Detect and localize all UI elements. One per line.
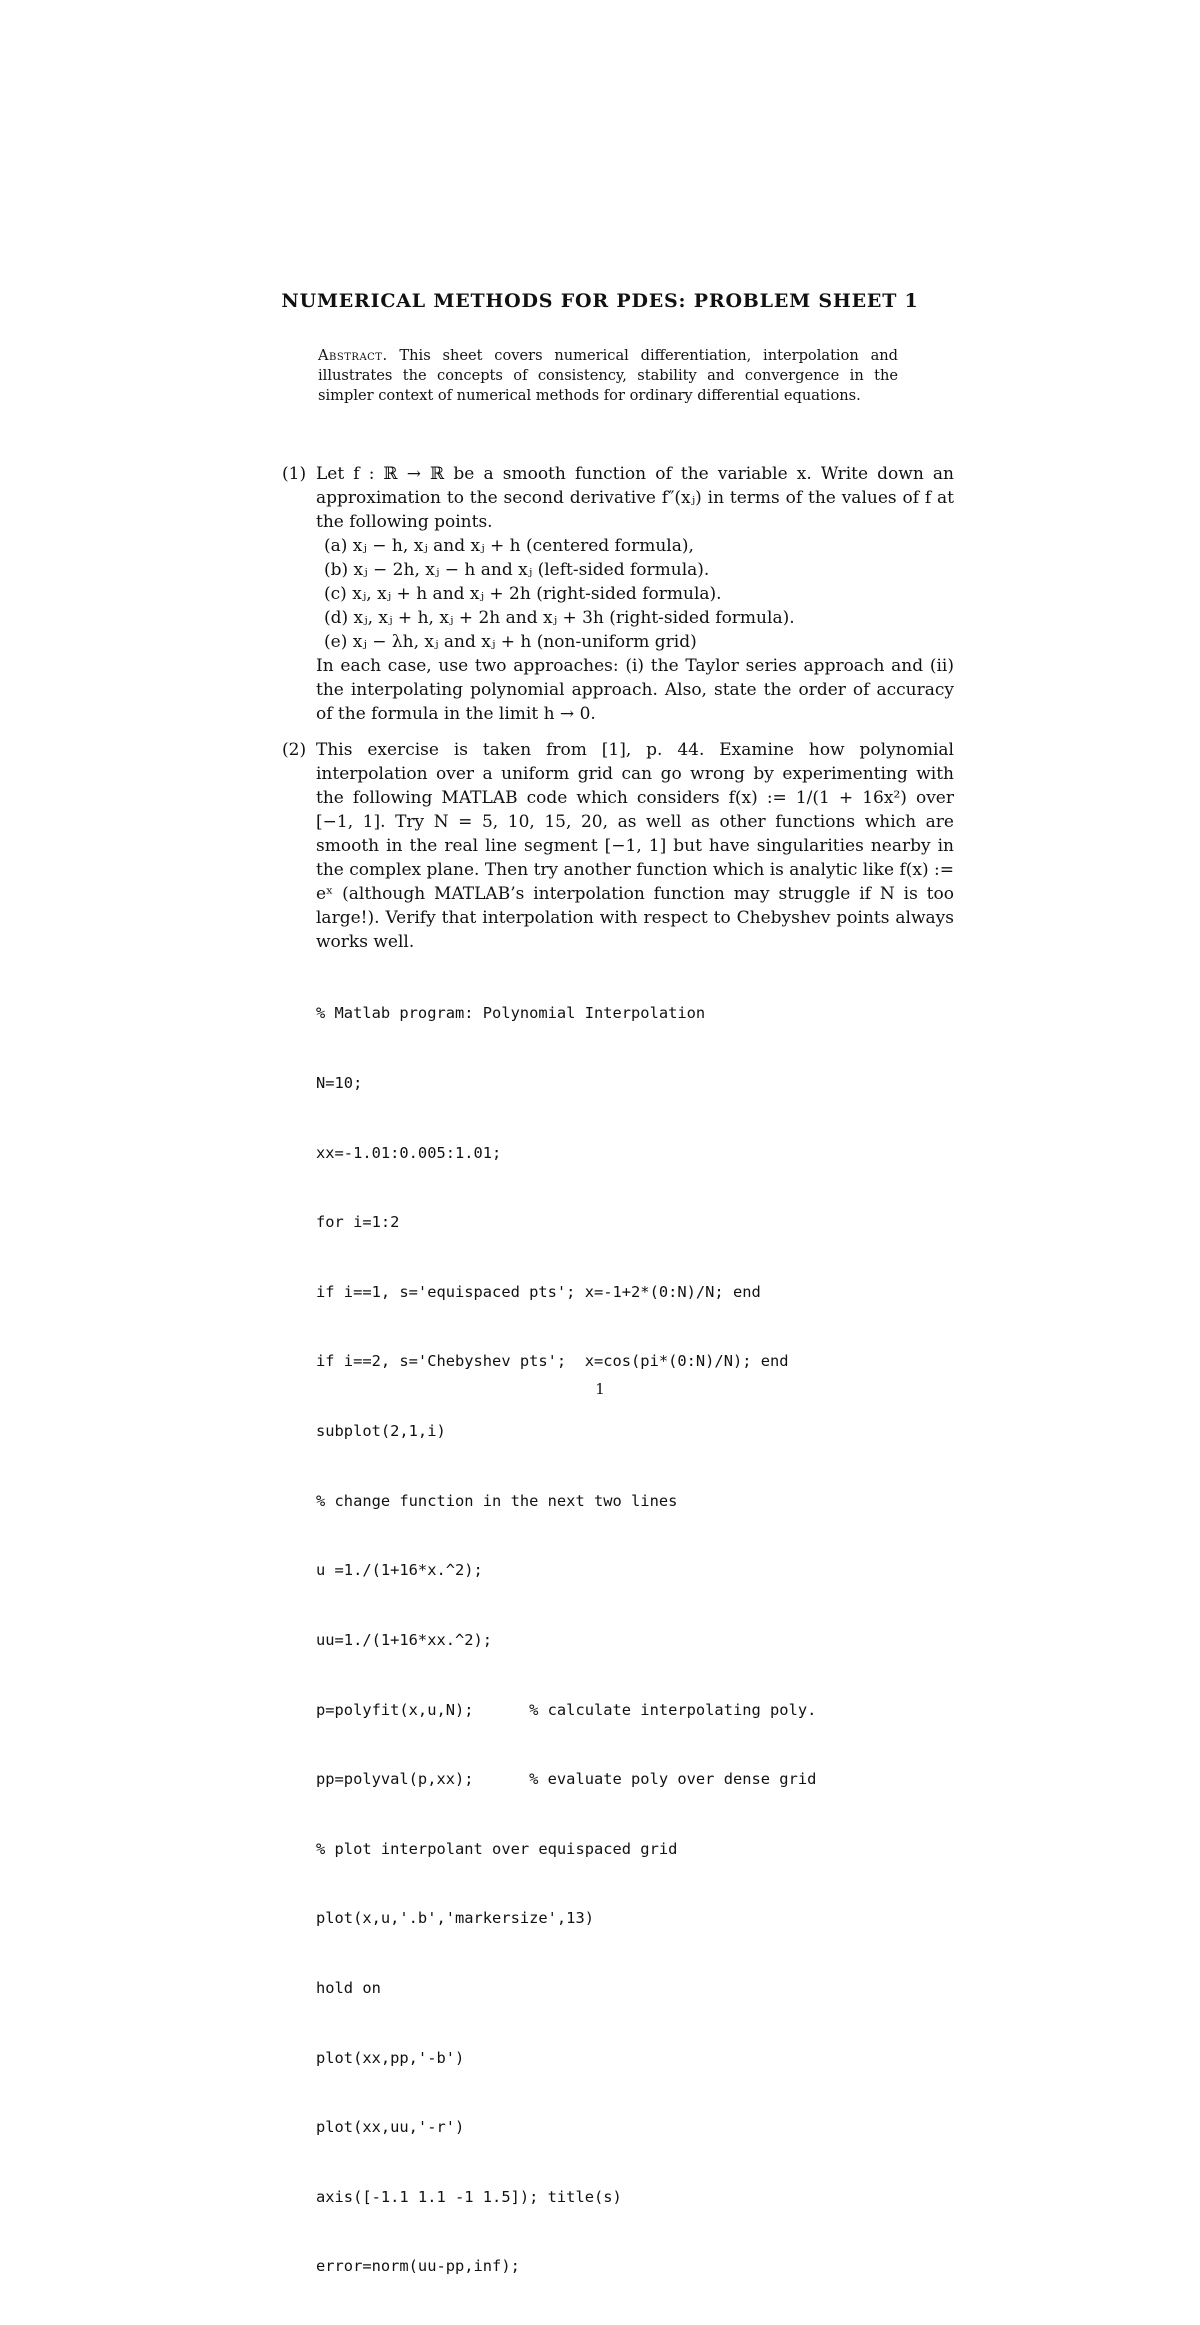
code-line: % Matlab program: Polynomial Interpolation [316, 1004, 706, 1023]
problem-1 [282, 462, 954, 726]
problem-2 [282, 738, 954, 2325]
code-line: axis([-1.1 1.1 -1 1.5]); title(s) [316, 2187, 622, 2206]
page-title: NUMERICAL METHODS FOR PDES: PROBLEM SHEET 1 [281, 290, 919, 312]
code-line: plot(xx,uu,'-r') [316, 2118, 465, 2137]
subitem: (b) xⱼ − 2h, xⱼ − h and xⱼ (left-sided formula). [324, 560, 710, 580]
code-line: if i==2, s='Chebyshev pts'; x=cos(pi*(0:N)/N); end [316, 1352, 789, 1371]
code-line: subplot(2,1,i) [316, 1422, 446, 1441]
abstract [318, 346, 898, 406]
page-number: 1 [595, 1380, 605, 1398]
matlab-code-block [316, 956, 954, 2325]
subitem: (d) xⱼ, xⱼ + h, xⱼ + 2h and xⱼ + 3h (right-sided formula). [324, 608, 795, 628]
code-line: plot(xx,pp,'-b') [316, 2048, 465, 2067]
code-line: hold on [316, 1978, 381, 1997]
subitem: (e) xⱼ − λh, xⱼ and xⱼ + h (non-uniform grid) [324, 632, 697, 652]
code-line: u =1./(1+16*x.^2); [316, 1561, 483, 1580]
code-line: % change function in the next two lines [316, 1491, 678, 1510]
problem-number: (1) [282, 464, 307, 484]
code-line: pp=polyval(p,xx); % evaluate poly over dense grid [316, 1770, 817, 1789]
abstract-text: This sheet covers numerical differentiation, interpolation and illustrates the concepts of consistency, stability and convergence in the simpler context of numerical methods for ordinary differential equations. [318, 347, 899, 404]
problem-body [316, 738, 954, 2325]
code-line: for i=1:2 [316, 1213, 400, 1232]
problem-body [316, 462, 954, 726]
subitem: (c) xⱼ, xⱼ + h and xⱼ + 2h (right-sided formula). [324, 584, 722, 604]
subitem-list [316, 534, 954, 654]
code-line: uu=1./(1+16*xx.^2); [316, 1630, 493, 1649]
subitem: (a) xⱼ − h, xⱼ and xⱼ + h (centered formula), [324, 536, 694, 556]
problem-outro: In each case, use two approaches: (i) the Taylor series approach and (ii) the interpolating polynomial approach. Also, state the order of accuracy of the formula in the limit h → 0. [316, 656, 954, 724]
abstract-label: Abstract. [318, 347, 388, 364]
problem-intro: Let f : ℝ → ℝ be a smooth function of the variable x. Write down an approximation to the second derivative f″(xⱼ) in terms of the values of f at the following points. [316, 464, 954, 532]
code-line: if i==1, s='equispaced pts'; x=-1+2*(0:N)/N; end [316, 1282, 761, 1301]
problem-number: (2) [282, 740, 307, 760]
code-line: % plot interpolant over equispaced grid [316, 1839, 678, 1858]
code-line: error=norm(uu-pp,inf); [316, 2257, 520, 2276]
problem-intro: This exercise is taken from [1], p. 44. Examine how polynomial interpolation over a uniform grid can go wrong by experimenting with the following MATLAB code which considers f(x) := 1/(1 + 16x²) over [−1, 1]. Try N = 5, 10, 15, 20, as well as other functions which are smooth in the real line segment [−1, 1] but have singularities nearby in the complex plane. Then try another function which is analytic like f(x) := eˣ (although MATLAB’s interpolation function may struggle if N is too large!). Verify that interpolation with respect to Chebyshev points always works well. [316, 740, 954, 952]
code-line: p=polyfit(x,u,N); % calculate interpolating poly. [316, 1700, 817, 1719]
code-line: xx=-1.01:0.005:1.01; [316, 1143, 502, 1162]
code-line: plot(x,u,'.b','markersize',13) [316, 1909, 594, 1928]
code-line: N=10; [316, 1074, 363, 1093]
